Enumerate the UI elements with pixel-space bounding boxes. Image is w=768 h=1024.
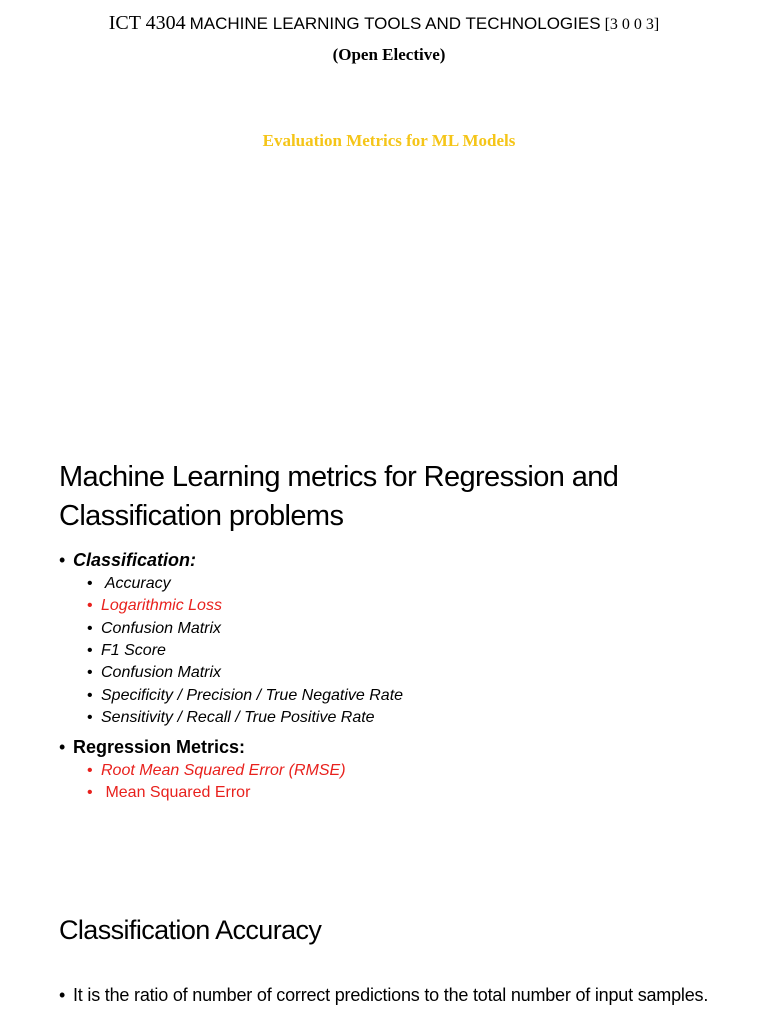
accuracy-definition-text: It is the ratio of number of correct predictions to the total number of input samples. — [73, 985, 709, 1005]
classification-item-label: Logarithmic Loss — [101, 597, 222, 614]
classification-bullet — [59, 548, 196, 572]
accuracy-definition — [59, 983, 719, 1007]
regression-item — [87, 782, 250, 804]
course-title — [0, 10, 768, 38]
bullet-icon: • — [59, 737, 66, 757]
classification-item-label: Confusion Matrix — [101, 664, 222, 681]
classification-item-label: Specificity / Precision / True Negative Rate — [101, 687, 404, 704]
bullet-icon: • — [87, 597, 93, 614]
classification-item — [87, 573, 171, 595]
lecture-topic: Evaluation Metrics for ML Models — [262, 131, 516, 150]
course-subtitle: (Open Elective) — [332, 45, 446, 64]
classification-item-label: Accuracy — [101, 575, 171, 592]
bullet-icon: • — [87, 620, 93, 637]
regression-item-label: Root Mean Squared Error (RMSE) — [101, 762, 346, 779]
course-credits: [3 0 0 3] — [604, 16, 660, 33]
classification-item-label: F1 Score — [101, 642, 166, 659]
bullet-icon: • — [87, 762, 93, 779]
classification-item — [87, 618, 221, 640]
bullet-icon: • — [59, 550, 66, 570]
bullet-icon: • — [87, 664, 93, 681]
course-name: MACHINE LEARNING TOOLS AND TECHNOLOGIES — [189, 14, 601, 33]
bullet-icon: • — [87, 642, 93, 659]
accuracy-heading: Classification Accuracy — [59, 915, 322, 945]
classification-item — [87, 640, 166, 662]
bullet-icon: • — [87, 687, 93, 704]
classification-item-label: Confusion Matrix — [101, 620, 222, 637]
regression-label: Regression Metrics: — [73, 737, 246, 757]
classification-item — [87, 595, 222, 617]
metrics-heading: Machine Learning metrics for Regression and Classification problems — [59, 461, 619, 532]
regression-bullet — [59, 735, 245, 759]
classification-item — [87, 662, 221, 684]
bullet-icon: • — [59, 985, 66, 1005]
classification-item-label: Sensitivity / Recall / True Positive Rate — [101, 709, 375, 726]
course-code: ICT 4304 — [108, 12, 186, 34]
bullet-icon: • — [87, 784, 93, 801]
classification-item — [87, 685, 403, 707]
regression-item-label: Mean Squared Error — [101, 784, 251, 801]
classification-item — [87, 707, 375, 729]
bullet-icon: • — [87, 575, 93, 592]
classification-label: Classification: — [73, 550, 197, 570]
regression-item — [87, 760, 346, 782]
bullet-icon: • — [87, 709, 93, 726]
